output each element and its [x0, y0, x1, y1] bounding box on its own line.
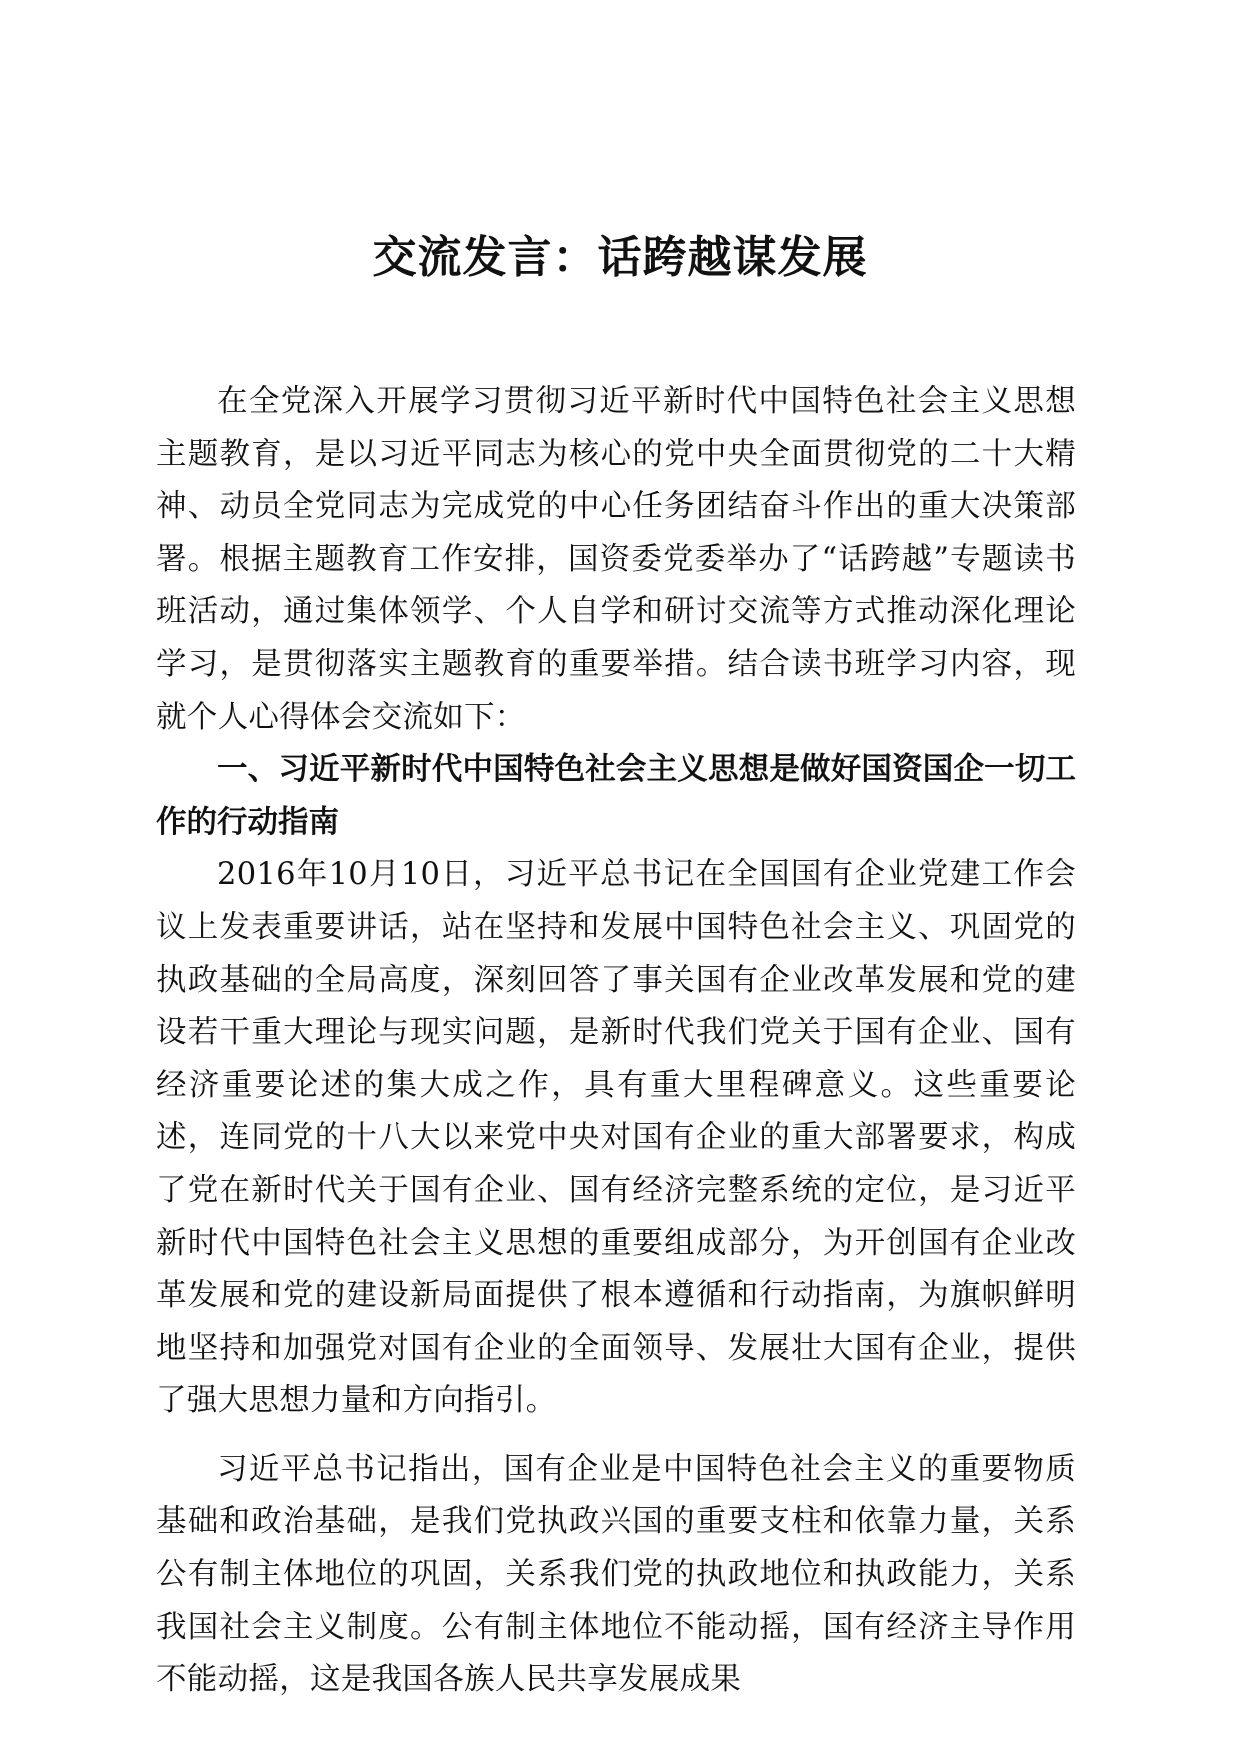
body-paragraph: 2016年10月10日，习近平总书记在全国国有企业党建工作会议上发表重要讲话，站在坚持和发展中国特色社会主义、巩固党的执政基础的全局高度，深刻回答了事关国有企业改革发展和党的建设若干重大理论与现实问题，是新时代我们党关于国有企业、国有经济重要论述的集大成之作，具有重大里程碑意义。这些重要论述，连同党的十八大以来党中央对国有企业的重大部署要求，构成了党在新时代关于国有企业、国有经济完整系统的定位，是习近平新时代中国特色社会主义思想的重要组成部分，为开创国有企业改革发展和党的建设新局面提供了根本遵循和行动指南，为旗帜鲜明地坚持和加强党对国有企业的全面领导、发展壮大国有企业，提供了强大思想力量和方向指引。 [156, 857, 1076, 1419]
section-heading: 一、习近平新时代中国特色社会主义思想是做好国资国企一切工作的行动指南 [156, 752, 1076, 840]
intro-paragraph: 在全党深入开展学习贯彻习近平新时代中国特色社会主义思想主题教育，是以习近平同志为核心的党中央全面贯彻党的二十大精神、动员全党同志为完成党的中心任务团结奋斗作出的重大决策部署。根据主题教育工作安排，国资委党委举办了“话跨越”专题读书班活动，通过集体领学、个人自学和研讨交流等方式推动深化理论学习，是贯彻落实主题教育的重要举措。结合读书班学习内容，现就个人心得体会交流如下： [156, 384, 1076, 735]
document-body [156, 376, 1076, 1707]
document-title: 交流发言：话跨越谋发展 [372, 232, 868, 283]
body-paragraph: 习近平总书记指出，国有企业是中国特色社会主义的重要物质基础和政治基础，是我们党执政兴国的重要支柱和依靠力量，关系公有制主体地位的巩固，关系我们党的执政地位和执政能力，关系我国社会主义制度。公有制主体地位不能动摇，国有经济主导作用不能动摇，这是我国各族人民共享发展成果 [156, 1451, 1076, 1698]
